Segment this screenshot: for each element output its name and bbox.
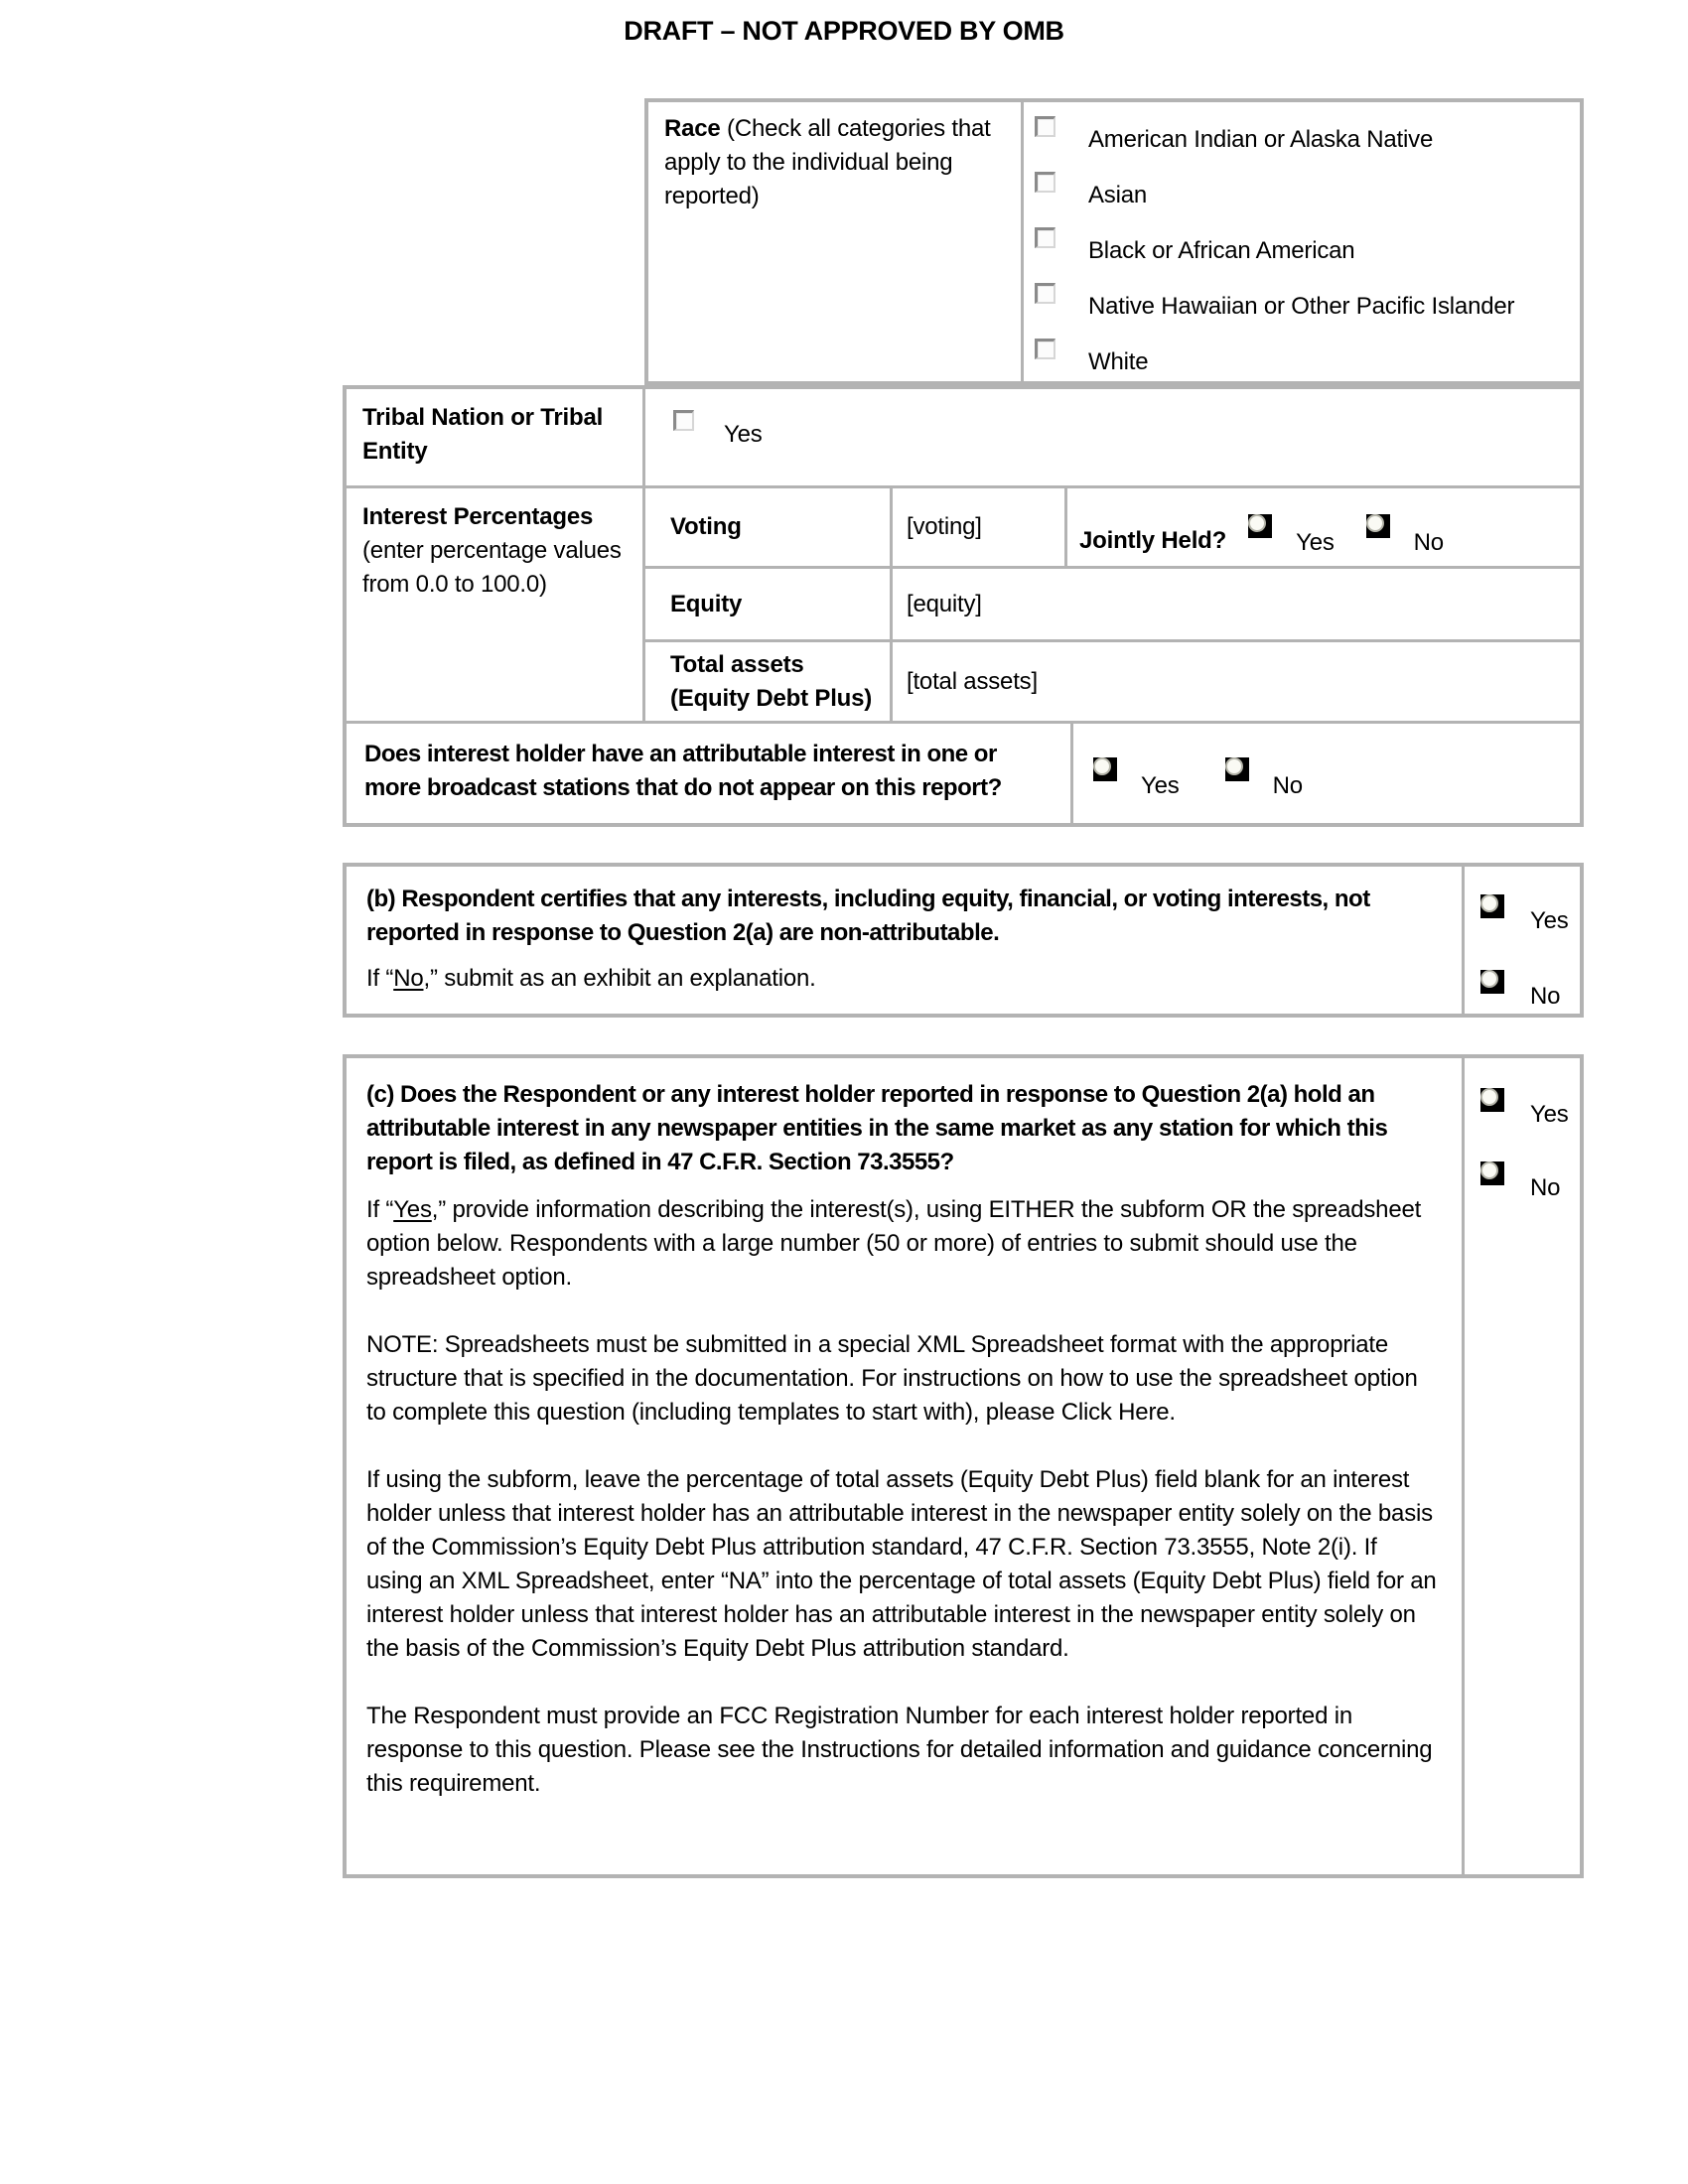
section-b-yes-label: Yes — [1530, 907, 1569, 934]
equity-value-field[interactable]: [equity] — [907, 590, 982, 617]
section-c-yes-radio[interactable] — [1480, 1088, 1504, 1112]
total-assets-label-line1: Total assets — [670, 650, 804, 678]
race-label-bold: Race — [664, 115, 721, 142]
race-american-indian-checkbox[interactable] — [1035, 116, 1055, 137]
section-b-no-label: No — [1530, 983, 1561, 1010]
race-pacific-islander-checkbox[interactable] — [1035, 283, 1055, 304]
total-assets-label-line2: (Equity Debt Plus) — [670, 684, 873, 712]
section-b-statement: (b) Respondent certifies that any interests, including equity, financial, or voting interests, not reported in response to Question 2(a) are non-attributable. — [366, 886, 1370, 946]
race-option-row — [1035, 283, 1574, 339]
section-b-note — [366, 962, 1438, 996]
broadcast-yes-radio[interactable] — [1093, 757, 1117, 781]
broadcast-question-answer — [1073, 724, 1580, 823]
tribal-yes-checkbox[interactable] — [673, 410, 694, 431]
voting-label: Voting — [645, 488, 893, 566]
interest-percentages-row — [347, 485, 1580, 721]
voting-value-field[interactable]: [voting] — [893, 488, 1067, 566]
race-option-label: Asian — [1088, 182, 1148, 208]
tribal-content — [645, 389, 1580, 485]
section-c-subform-instructions: If using the subform, leave the percentage of total assets (Equity Debt Plus) field blank for an interest holder unless that interest holder has an attributable interest in the newspaper entity solely on the basis of the Commission’s Equity Debt Plus attribution standard, 47 C.F.R. Section 73.3555, Note 2(i). If using an XML Spreadsheet, enter “NA” into the percentage of total assets (Equity Debt Plus) field for an interest holder unless that interest holder has an attributable interest in the newspaper entity solely on the basis of the Commission’s Equity Debt Plus attribution standard. — [366, 1466, 1437, 1662]
section-c-note-spreadsheet: NOTE: Spreadsheets must be submitted in a special XML Spreadsheet format with the appropriate structure that is specified in the documentation. For instructions on how to use the spreadsheet option to complete this question (including templates to start with), please Click Here. — [366, 1331, 1418, 1426]
broadcast-question-text: Does interest holder have an attributable interest in one or more broadcast stations that do not appear on this report? — [347, 724, 1073, 823]
broadcast-no-label: No — [1272, 772, 1303, 799]
broadcast-no-radio[interactable] — [1225, 757, 1249, 781]
race-option-row — [1035, 227, 1574, 283]
race-label — [648, 102, 1024, 381]
section-c-para1-prefix: If “ — [366, 1196, 394, 1223]
section-b-text — [347, 867, 1465, 1014]
section-b-no-row — [1480, 970, 1580, 1014]
interest-label-bold: Interest Percentages — [362, 503, 594, 530]
section-b-note-prefix: If “ — [366, 965, 394, 992]
race-option-label: Native Hawaiian or Other Pacific Islander — [1088, 293, 1515, 320]
race-asian-checkbox[interactable] — [1035, 172, 1055, 193]
section-b-note-underlined: No — [393, 965, 424, 992]
section-b-box — [343, 863, 1584, 1018]
tribal-row — [347, 389, 1580, 485]
section-b-no-radio[interactable] — [1480, 970, 1504, 994]
section-c-para1-suffix: ,” provide information describing the interest(s), using EITHER the subform OR the spreadsheet option below. Respondents with a large number (50 or more) of entries to submit should use the spreadsheet option. — [366, 1196, 1422, 1291]
race-label-rest: (Check all categories that apply to the individual being reported) — [664, 115, 991, 209]
section-c-para1-underlined: Yes — [393, 1196, 432, 1223]
section-c-text — [347, 1058, 1465, 1874]
jointly-held-label: Jointly Held? — [1079, 527, 1227, 554]
equity-label: Equity — [645, 569, 893, 639]
section-b-answer — [1465, 867, 1580, 1014]
total-assets-value-field[interactable]: [total assets] — [907, 667, 1038, 695]
jointly-held-no-radio[interactable] — [1366, 514, 1390, 538]
page-title: DRAFT – NOT APPROVED BY OMB — [624, 16, 1064, 46]
broadcast-yes-label: Yes — [1141, 772, 1180, 799]
voting-row — [645, 488, 1580, 566]
total-assets-row — [645, 639, 1580, 721]
section-c-para1 — [366, 1193, 1438, 1295]
jointly-held-no-label: No — [1413, 529, 1444, 556]
interest-label — [347, 488, 645, 721]
race-option-label: White — [1088, 348, 1149, 375]
interest-holder-table — [343, 385, 1584, 827]
section-c-no-label: No — [1530, 1174, 1561, 1201]
section-b-yes-row — [1480, 894, 1580, 938]
total-assets-label — [645, 642, 893, 721]
section-c-yes-label: Yes — [1530, 1101, 1569, 1128]
section-b-yes-radio[interactable] — [1480, 894, 1504, 918]
race-white-checkbox[interactable] — [1035, 339, 1055, 359]
race-option-label: Black or African American — [1088, 237, 1355, 264]
jointly-held-yes-radio[interactable] — [1248, 514, 1272, 538]
interest-grid — [645, 488, 1580, 721]
section-c-question: (c) Does the Respondent or any interest holder reported in response to Question 2(a) hold an attributable interest in any newspaper entities in the same market as any station for which this report is filed, as defined in 47 C.F.R. Section 73.3555? — [366, 1081, 1388, 1175]
section-c-no-radio[interactable] — [1480, 1161, 1504, 1185]
jointly-held-yes-label: Yes — [1296, 529, 1335, 556]
race-options — [1024, 102, 1580, 381]
jointly-held-group — [1067, 488, 1580, 566]
tribal-yes-label: Yes — [724, 421, 763, 448]
race-table — [644, 98, 1584, 385]
race-black-checkbox[interactable] — [1035, 227, 1055, 248]
section-c-answer — [1465, 1058, 1580, 1874]
race-option-label: American Indian or Alaska Native — [1088, 126, 1434, 153]
section-c-box — [343, 1054, 1584, 1878]
tribal-label: Tribal Nation or Tribal Entity — [347, 389, 645, 485]
race-option-row — [1035, 172, 1574, 227]
broadcast-question-row — [347, 721, 1580, 823]
section-c-no-row — [1480, 1161, 1580, 1205]
section-b-note-suffix: ,” submit as an exhibit an explanation. — [423, 965, 816, 992]
section-c-yes-row — [1480, 1088, 1580, 1132]
section-c-frn-requirement: The Respondent must provide an FCC Registration Number for each interest holder reported in response to this question. Please see the Instructions for detailed information and guidance concerning this requirement. — [366, 1703, 1433, 1797]
interest-label-rest: (enter percentage values from 0.0 to 100.0) — [362, 537, 622, 598]
race-option-row — [1035, 116, 1574, 172]
equity-row — [645, 566, 1580, 639]
